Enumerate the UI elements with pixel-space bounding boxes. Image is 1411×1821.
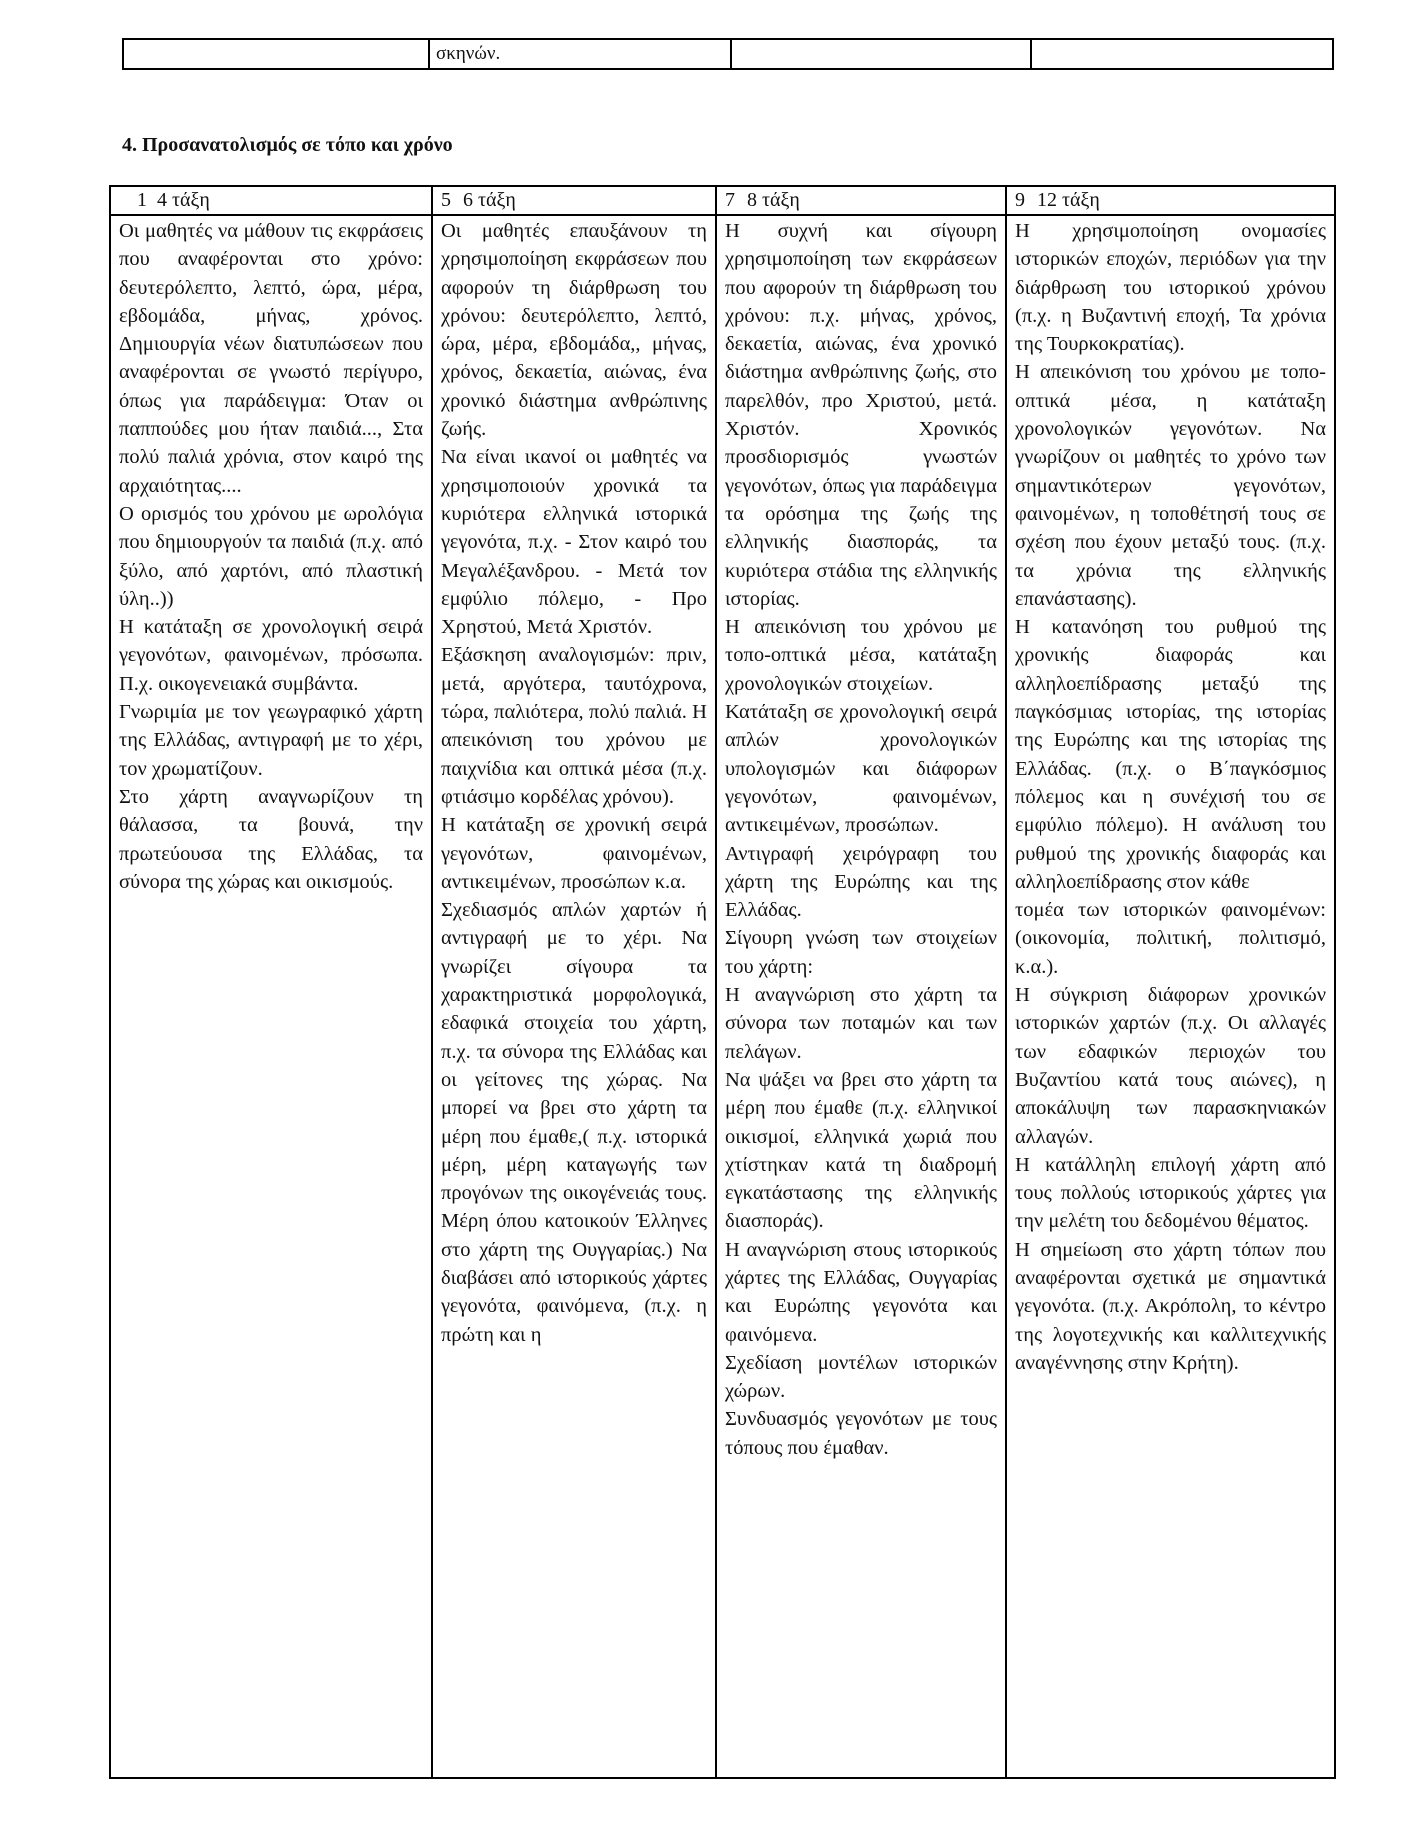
table-header-row <box>110 186 1335 215</box>
cell-paragraph: τομέα των ιστορικών φαινομένων: (οικονομία, πολιτική, πολιτισμό, κ.α.). <box>1015 899 1326 978</box>
cell-paragraph: Η απεικόνιση του χρόνου με τοπο-οπτικά μέσα, η κατάταξη χρονολογικών γεγονότων. Να γνωρίζουν οι μαθητές το χρόνο των σημαντικότερων γεγονότων, φαινομένων, η τοποθέτησή τους σε σχέση που έχουν μεταξύ τους. (π.χ. τα χρόνια της ελληνικής επανάστασης). <box>1015 361 1326 610</box>
table-cell <box>123 39 429 69</box>
column-cell <box>110 215 432 1778</box>
cell-paragraph: Η κατάταξη σε χρονολογική σειρά γεγονότων, φαινομένων, πρόσωπα. Π.χ. οικογενειακά συμβάντα. <box>119 616 423 695</box>
cell-paragraph: Ο ορισμός του χρόνου με ωρολόγια που δημιουργούν τα παιδιά (π.χ. από ξύλο, από χαρτόνι, από πλαστική ύλη..)) <box>119 502 423 610</box>
section-title: 4. Προσανατολισμός σε τόπο και χρόνο <box>122 134 453 156</box>
grade-from: 9 <box>1015 189 1025 211</box>
cell-paragraph: Να είναι ικανοί οι μαθητές να χρησιμοποιούν χρονικά τα κυριότερα ελληνικά ιστορικά γεγονότα, π.χ. - Στον καιρό του Μεγαλέξανδρου. - Μετά τον εμφύλιο πόλεμο, - Προ Χρηστού, Μετά Χριστόν. <box>441 446 707 639</box>
cell-paragraph: Γνωριμία με τον γεωγραφικό χάρτη της Ελλάδας, αντιγραφή με το χέρι, τον χρωματίζουν. <box>119 701 423 780</box>
cell-paragraph: Η συχνή και σίγουρη χρησιμοποίηση των εκφράσεων που αφορούν τη διάρθρωση του χρόνου: π.χ. μήνας, χρόνος, δεκαετία, αιώνας, ένα χρονικό διάστημα ανθρώπινης ζωής, στο παρελθόν, προ Χριστού, μετά. Χριστόν. Χρονικός προσδιορισμός γνωστών γεγονότων, όπως για παράδειγμα τα ορόσημα της ζωής της ελληνικής διασποράς, τα κυριότερα στάδια της ελληνικής ιστορίας. <box>725 220 997 610</box>
cell-paragraph: Στο χάρτη αναγνωρίζουν τη θάλασσα, τα βουνά, την πρωτεύουσα της Ελλάδας, τα σύνορα της χώρας και οικισμούς. <box>119 785 423 893</box>
cell-paragraph: Η απεικόνιση του χρόνου με τοπο-οπτικά μέσα, κατάταξη χρονολογικών στοιχείων. <box>725 616 997 695</box>
grade-to: 6 τάξη <box>463 189 516 211</box>
cell-paragraph: Οι μαθητές να μάθουν τις εκφράσεις που αναφέρονται στο χρόνο: δευτερόλεπτο, λεπτό, ώρα, μέρα, εβδομάδα, μήνας, χρόνος. Δημιουργία νέων διατυπώσεων που αναφέρονται σε γνωστό περίγυρο, όπως για παράδειγμα: Όταν οι παππούδες μου ήταν παιδιά..., Στα πολύ παλιά χρόνια, στον καιρό της αρχαιότητας.... <box>119 220 423 497</box>
cell-paragraph: Αντιγραφή χειρόγραφη του χάρτη της Ευρώπης και της Ελλάδας. <box>725 842 997 922</box>
cell-paragraph: Σχεδίαση μοντέλων ιστορικών χώρων. <box>725 1351 997 1403</box>
grade-header <box>432 186 716 215</box>
table-row <box>110 215 1335 1778</box>
table-cell <box>731 39 1031 69</box>
grade-header <box>110 186 432 215</box>
cell-paragraph: Η σύγκριση διάφορων χρονικών ιστορικών χαρτών (π.χ. Οι αλλαγές των εδαφικών περιοχών του Βυζαντίου κατά τους αιώνες), η αποκάλυψη των παρασκηνιακών αλλαγών. <box>1015 984 1326 1148</box>
cell-paragraph: Η αναγνώριση στο χάρτη τα σύνορα των ποταμών και των πελάγων. <box>725 984 997 1063</box>
table-row <box>123 39 1333 69</box>
continued-table-row <box>122 38 1334 70</box>
cell-paragraph: Η αναγνώριση στους ιστορικούς χάρτες της Ελλάδας, Ουγγαρίας και Ευρώπης γεγονότα και φαινόμενα. <box>725 1238 997 1346</box>
cell-paragraph: Εξάσκηση αναλογισμών: πριν, μετά, αργότερα, ταυτόχρονα, τώρα, παλιότερα, πολύ παλιά. Η απεικόνιση του χρόνου με παιχνίδια και οπτικά μέσα (π.χ. φτιάσιμο κορδέλας χρόνου). <box>441 644 707 808</box>
cell-paragraph: Οι μαθητές επαυξάνουν τη χρησιμοποίηση εκφράσεων που αφορούν τη διάρθρωση του χρόνου: δευτερόλεπτο, λεπτό, ώρα, μέρα, εβδομάδα,, μήνας, χρόνος, δεκαετία, αιώνας, ένα χρονικό διάστημα ανθρώπινης ζωής. <box>441 220 707 441</box>
grade-from: 1 <box>137 189 147 211</box>
table-cell: σκηνών. <box>429 39 731 69</box>
grade-header <box>1006 186 1335 215</box>
grade-from: 7 <box>725 189 735 211</box>
table-cell <box>1031 39 1333 69</box>
cell-paragraph: Η χρησιμοποίηση ονομασίες ιστορικών εποχών, περιόδων για την διάρθρωση του ιστορικού χρόνου (π.χ. η Βυζαντινή εποχή, Τα χρόνια της Τουρκοκρατίας). <box>1015 220 1326 356</box>
cell-paragraph: Να ψάξει να βρει στο χάρτη τα μέρη που έμαθε (π.χ. ελληνικοί οικισμοί, ελληνικά χωριά που χτίστηκαν κατά τη διαδρομή εγκατάστασης της ελληνικής διασποράς). <box>725 1068 997 1233</box>
column-cell <box>716 215 1006 1778</box>
cell-paragraph: Η κατανόηση του ρυθμού της χρονικής διαφοράς και αλληλοεπίδρασης μεταξύ της παγκόσμιας ιστορίας, της ιστορίας της Ευρώπης και της ιστορίας της Ελλάδας. (π.χ. ο Β΄παγκόσμιος πόλεμος και η συνέχισή του σε εμφύλιο πόλεμο). Η ανάλυση του ρυθμού της χρονικής διαφοράς και αλληλοεπίδρασης στον κάθε <box>1015 616 1326 893</box>
grade-header <box>716 186 1006 215</box>
cell-paragraph: Σχεδιασμός απλών χαρτών ή αντιγραφή με το χέρι. Να γνωρίζει σίγουρα τα χαρακτηριστικά μορφολογικά, εδαφικά στοιχεία του χάρτη, π.χ. τα σύνορα της Ελλάδας και οι γείτονες της χώρας. Να μπορεί να βρει στο χάρτη τα μέρη που έμαθε,( π.χ. ιστορικά μέρη, μέρη καταγωγής των προγόνων της οικογένειάς τους. Μέρη όπου κατοικούν Έλληνες στο χάρτη της Ουγγαρίας.) Να διαβάσει από ιστορικούς χάρτες γεγονότα, φαινόμενα, (π.χ. η πρώτη και η <box>441 899 707 1346</box>
cell-paragraph: Η κατάταξη σε χρονική σειρά γεγονότων, φαινομένων, αντικειμένων, προσώπων κ.α. <box>441 814 707 893</box>
cell-paragraph: Κατάταξη σε χρονολογική σειρά απλών χρονολογικών υπολογισμών και διάφορων γεγονότων, φαινομένων, αντικειμένων, προσώπων. <box>725 701 997 837</box>
column-cell <box>432 215 716 1778</box>
cell-paragraph: Η κατάλληλη επιλογή χάρτη από τους πολλούς ιστορικούς χάρτες για την μελέτη του δεδομένου θέματος. <box>1015 1153 1326 1233</box>
cell-paragraph: Σίγουρη γνώση των στοιχείων του χάρτη: <box>725 927 997 978</box>
cell-paragraph: Η σημείωση στο χάρτη τόπων που αναφέρονται σχετικά με σημαντικά γεγονότα. (π.χ. Ακρόπολη, το κέντρο της λογοτεχνικής και καλλιτεχνικής αναγέννησης στην Κρήτη). <box>1015 1238 1326 1374</box>
grade-to: 12 τάξη <box>1037 189 1100 211</box>
cell-paragraph: Συνδυασμός γεγονότων με τους τόπους που έμαθαν. <box>725 1408 997 1459</box>
grade-to: 4 τάξη <box>157 189 210 211</box>
column-cell <box>1006 215 1335 1778</box>
orientation-table <box>109 185 1336 1779</box>
grade-to: 8 τάξη <box>747 189 800 211</box>
grade-from: 5 <box>441 189 451 211</box>
